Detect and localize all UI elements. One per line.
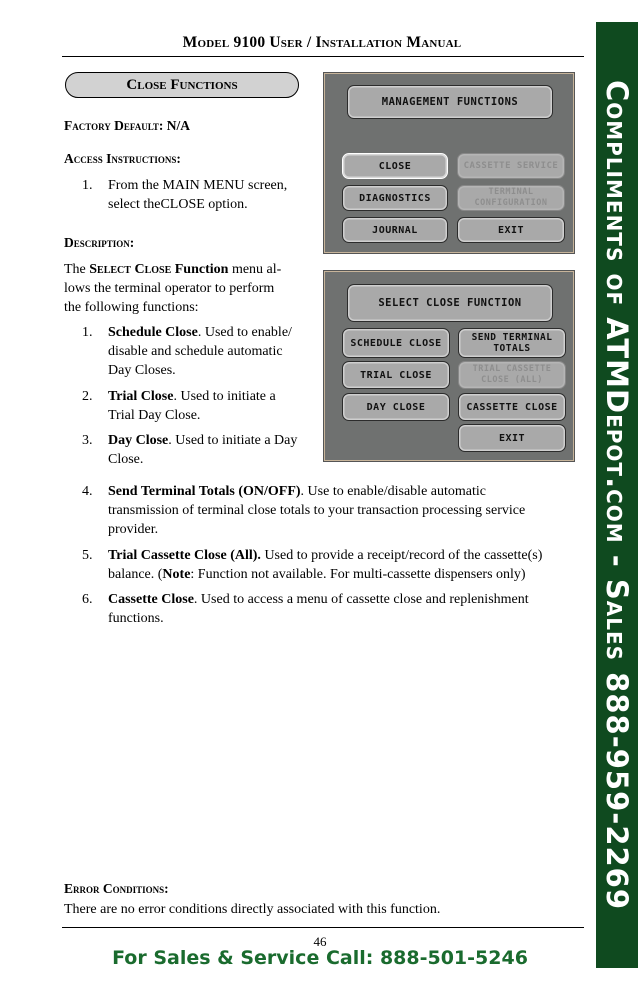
management-functions-screen [323, 72, 575, 254]
footer-rule [62, 927, 584, 928]
exit-button[interactable]: EXIT [458, 424, 566, 452]
item-name: Trial Cassette Close (All). [108, 548, 261, 563]
diagnostics-button[interactable]: DIAGNOSTICS [342, 185, 448, 211]
description-heading: Description: [64, 235, 135, 250]
intro-text: menu al- [228, 262, 282, 277]
access-item-number: 1. [82, 178, 93, 193]
schedule-close-button[interactable]: SCHEDULE CLOSE [342, 328, 450, 358]
item-name: Cassette Close [108, 592, 194, 607]
screen-title: SELECT CLOSE FUNCTION [347, 284, 553, 322]
sales-line: For Sales & Service Call: 888-501-5246 [112, 947, 528, 969]
item-number: 1. [82, 325, 93, 340]
list-item [108, 546, 588, 584]
item-text: Trial Day Close. [108, 408, 201, 423]
item-number: 2. [82, 389, 93, 404]
item-name: Schedule Close [108, 325, 198, 340]
list-item [108, 482, 588, 539]
item-text: . Used to initiate a [173, 389, 276, 404]
header-rule [62, 56, 584, 57]
item-text: : Function not available. For multi-cassette dispensers only) [190, 567, 526, 582]
close-button[interactable]: CLOSE [342, 153, 448, 179]
description-intro [64, 260, 314, 317]
item-number: 3. [82, 433, 93, 448]
intro-smallcaps: Select Close [89, 262, 172, 277]
item-name: Day Close [108, 433, 169, 448]
item-text: Close. [108, 452, 144, 467]
item-number: 5. [82, 548, 93, 563]
note-label: Note [162, 567, 191, 582]
cassette-close-button[interactable]: CASSETTE CLOSE [458, 393, 566, 421]
page-number: 46 [313, 934, 327, 949]
access-line: From the MAIN MENU screen, [108, 178, 288, 193]
terminal-configuration-button[interactable]: TERMINAL CONFIGURATION [457, 185, 565, 211]
list-item [108, 387, 318, 425]
item-text: . Used to enable/ [197, 325, 292, 340]
sidebar-text: Compliments of ATMDepot.com - Sales 888-959-2269 [600, 79, 634, 911]
select-close-function-screen [323, 270, 575, 462]
sidebar-banner [596, 22, 638, 968]
factory-default-label: Factory Default: [64, 118, 164, 133]
access-line: select theCLOSE option. [108, 197, 248, 212]
access-heading: Access Instructions: [64, 151, 181, 166]
send-terminal-totals-button[interactable]: SEND TERMINAL TOTALS [458, 328, 566, 358]
list-item [108, 431, 318, 469]
section-title: Close Functions [65, 72, 299, 98]
item-name: Send Terminal Totals (ON/OFF) [108, 484, 301, 499]
error-heading: Error Conditions: [64, 881, 169, 896]
trial-close-button[interactable]: TRIAL CLOSE [342, 361, 450, 389]
item-text: balance. ( [108, 567, 163, 582]
day-close-button[interactable]: DAY CLOSE [342, 393, 450, 421]
item-number: 4. [82, 484, 93, 499]
trial-cassette-close-button[interactable]: TRIAL CASSETTE CLOSE (ALL) [458, 361, 566, 389]
intro-bold: Function [171, 262, 229, 277]
item-number: 6. [82, 592, 93, 607]
factory-default-value: N/A [166, 118, 191, 133]
item-name: Trial Close [108, 389, 174, 404]
item-text: Used to provide a receipt/record of the cassette(s) [260, 548, 543, 563]
item-text: disable and schedule automatic [108, 344, 283, 359]
intro-line: lows the terminal operator to perform [64, 281, 275, 296]
item-text: . Used to initiate a Day [168, 433, 298, 448]
exit-button[interactable]: EXIT [457, 217, 565, 243]
intro-text: The [64, 262, 90, 277]
item-text: . Used to access a menu of cassette close and replenishment [193, 592, 529, 607]
error-text: There are no error conditions directly associated with this function. [64, 902, 441, 917]
factory-default [64, 118, 190, 134]
item-text: provider. [108, 522, 159, 537]
screen-title: MANAGEMENT FUNCTIONS [347, 85, 553, 119]
list-item [108, 323, 318, 380]
list-item [108, 590, 588, 628]
page-header: Model 9100 User / Installation Manual [182, 34, 462, 51]
intro-line: the following functions: [64, 300, 199, 315]
item-text: transmission of terminal close totals to your transaction processing service [108, 503, 526, 518]
access-item-text [108, 176, 287, 214]
item-text: functions. [108, 611, 164, 626]
item-text: Day Closes. [108, 363, 176, 378]
cassette-service-button[interactable]: CASSETTE SERVICE [457, 153, 565, 179]
item-text: . Use to enable/disable automatic [300, 484, 486, 499]
intro-line [64, 260, 314, 279]
journal-button[interactable]: JOURNAL [342, 217, 448, 243]
